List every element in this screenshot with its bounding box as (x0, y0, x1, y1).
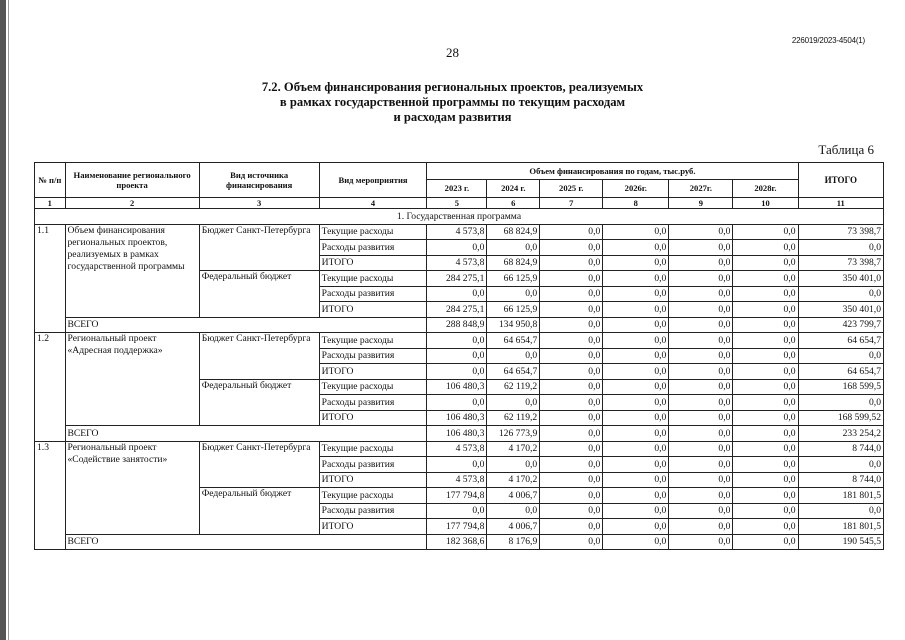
funding-source: Бюджет Санкт-Петербурга (199, 224, 319, 271)
year-value: 0,0 (669, 286, 733, 302)
header-num: № п/п (35, 163, 66, 198)
year-value: 0,0 (733, 333, 798, 349)
table-row (35, 441, 884, 457)
year-value: 0,0 (603, 472, 669, 488)
section-row (35, 209, 884, 225)
year-value: 0,0 (733, 271, 798, 287)
column-number: 7 (540, 198, 603, 209)
row-total: 168 599,5 (798, 379, 883, 395)
year-value: 0,0 (427, 348, 487, 364)
total-value: 0,0 (603, 317, 669, 333)
year-value: 0,0 (669, 395, 733, 411)
year-value: 0,0 (669, 348, 733, 364)
year-value: 177 794,8 (427, 488, 487, 504)
grand-total: 233 254,2 (798, 426, 883, 442)
funding-source: Бюджет Санкт-Петербурга (199, 333, 319, 380)
total-row (35, 317, 884, 333)
header-activity: Вид мероприятия (319, 163, 427, 198)
row-total: 350 401,0 (798, 302, 883, 318)
activity-type: Текущие расходы (319, 379, 427, 395)
column-number: 1 (35, 198, 66, 209)
year-value: 0,0 (669, 472, 733, 488)
project-number: 1.3 (35, 441, 66, 550)
section-title: 1. Государственная программа (35, 209, 884, 225)
total-label: ВСЕГО (65, 534, 427, 550)
year-value: 0,0 (669, 255, 733, 271)
year-value: 0,0 (540, 333, 603, 349)
heading-line-3: и расходам развития (393, 110, 512, 124)
header-total: ИТОГО (798, 163, 883, 198)
year-value: 62 119,2 (487, 410, 540, 426)
year-value: 0,0 (427, 286, 487, 302)
row-total: 8 744,0 (798, 472, 883, 488)
year-value: 0,0 (669, 519, 733, 535)
row-total: 350 401,0 (798, 271, 883, 287)
row-total: 0,0 (798, 240, 883, 256)
column-number-row (35, 198, 884, 209)
activity-type: Расходы развития (319, 503, 427, 519)
activity-type: ИТОГО (319, 519, 427, 535)
column-number: 5 (427, 198, 487, 209)
row-total: 168 599,52 (798, 410, 883, 426)
year-value: 0,0 (669, 410, 733, 426)
activity-type: Расходы развития (319, 395, 427, 411)
year-value: 177 794,8 (427, 519, 487, 535)
row-total: 0,0 (798, 348, 883, 364)
activity-type: Расходы развития (319, 286, 427, 302)
project-number: 1.2 (35, 333, 66, 442)
year-value: 0,0 (669, 224, 733, 240)
year-value: 4 170,2 (487, 441, 540, 457)
year-value: 0,0 (487, 240, 540, 256)
project-name: Региональный проект «Адресная поддержка» (65, 333, 199, 426)
year-value: 0,0 (603, 441, 669, 457)
column-number: 4 (319, 198, 427, 209)
year-value: 0,0 (487, 286, 540, 302)
row-total: 0,0 (798, 395, 883, 411)
year-value: 0,0 (540, 395, 603, 411)
total-value: 182 368,6 (427, 534, 487, 550)
year-value: 0,0 (733, 348, 798, 364)
total-value: 126 773,9 (487, 426, 540, 442)
year-value: 0,0 (603, 457, 669, 473)
year-value: 0,0 (540, 379, 603, 395)
year-value: 0,0 (540, 472, 603, 488)
year-value: 0,0 (733, 457, 798, 473)
total-label: ВСЕГО (65, 317, 427, 333)
row-total: 0,0 (798, 457, 883, 473)
year-value: 66 125,9 (487, 271, 540, 287)
year-value: 0,0 (603, 224, 669, 240)
heading-line-2: в рамках государственной программы по текущим расходам (279, 95, 626, 109)
activity-type: Текущие расходы (319, 224, 427, 240)
year-value: 0,0 (540, 255, 603, 271)
year-value: 0,0 (540, 286, 603, 302)
activity-type: ИТОГО (319, 472, 427, 488)
grand-total: 190 545,5 (798, 534, 883, 550)
year-value: 0,0 (603, 410, 669, 426)
year-value: 0,0 (540, 488, 603, 504)
year-value: 0,0 (733, 379, 798, 395)
year-value: 0,0 (487, 395, 540, 411)
year-value: 0,0 (733, 472, 798, 488)
total-value: 0,0 (540, 426, 603, 442)
total-value: 0,0 (540, 317, 603, 333)
year-value: 4 573,8 (427, 224, 487, 240)
column-number: 10 (733, 198, 798, 209)
header-year: 2027г. (669, 179, 733, 197)
financing-table (34, 162, 884, 550)
total-value: 288 848,9 (427, 317, 487, 333)
year-value: 0,0 (603, 488, 669, 504)
column-number: 9 (669, 198, 733, 209)
year-value: 0,0 (540, 503, 603, 519)
header-year: 2023 г. (427, 179, 487, 197)
year-value: 62 119,2 (487, 379, 540, 395)
year-value: 106 480,3 (427, 410, 487, 426)
total-value: 134 950,8 (487, 317, 540, 333)
row-total: 73 398,7 (798, 224, 883, 240)
year-value: 0,0 (603, 503, 669, 519)
year-value: 0,0 (427, 457, 487, 473)
year-value: 68 824,9 (487, 224, 540, 240)
header-row-1 (35, 163, 884, 180)
year-value: 64 654,7 (487, 333, 540, 349)
total-value: 106 480,3 (427, 426, 487, 442)
table-row (35, 333, 884, 349)
year-value: 4 573,8 (427, 472, 487, 488)
row-total: 181 801,5 (798, 488, 883, 504)
year-value: 0,0 (733, 255, 798, 271)
project-number: 1.1 (35, 224, 66, 333)
year-value: 0,0 (733, 441, 798, 457)
year-value: 0,0 (540, 410, 603, 426)
funding-source: Бюджет Санкт-Петербурга (199, 441, 319, 488)
page-number: 28 (446, 45, 459, 60)
activity-type: Расходы развития (319, 457, 427, 473)
section-heading (0, 80, 905, 125)
column-number: 2 (65, 198, 199, 209)
year-value: 4 573,8 (427, 441, 487, 457)
year-value: 0,0 (603, 302, 669, 318)
year-value: 0,0 (427, 240, 487, 256)
year-value: 0,0 (540, 364, 603, 380)
year-value: 0,0 (669, 457, 733, 473)
total-value: 0,0 (669, 317, 733, 333)
year-value: 0,0 (669, 379, 733, 395)
year-value: 284 275,1 (427, 271, 487, 287)
year-value: 0,0 (427, 503, 487, 519)
row-total: 64 654,7 (798, 333, 883, 349)
funding-source: Федеральный бюджет (199, 379, 319, 426)
row-total: 181 801,5 (798, 519, 883, 535)
year-value: 4 573,8 (427, 255, 487, 271)
year-value: 0,0 (603, 395, 669, 411)
document-number: 226019/2023-4504(1) (791, 36, 865, 45)
year-value: 4 170,2 (487, 472, 540, 488)
year-value: 0,0 (733, 364, 798, 380)
year-value: 0,0 (603, 519, 669, 535)
activity-type: ИТОГО (319, 302, 427, 318)
year-value: 0,0 (540, 302, 603, 318)
year-value: 0,0 (669, 488, 733, 504)
project-name: Региональный проект «Содействие занятости» (65, 441, 199, 534)
activity-type: Расходы развития (319, 348, 427, 364)
year-value: 0,0 (733, 395, 798, 411)
year-value: 0,0 (733, 503, 798, 519)
year-value: 4 006,7 (487, 519, 540, 535)
column-number: 8 (603, 198, 669, 209)
total-value: 0,0 (603, 426, 669, 442)
header-year: 2026г. (603, 179, 669, 197)
activity-type: ИТОГО (319, 364, 427, 380)
year-value: 0,0 (540, 240, 603, 256)
header-year: 2024 г. (487, 179, 540, 197)
year-value: 0,0 (669, 364, 733, 380)
row-total: 8 744,0 (798, 441, 883, 457)
heading-line-1: 7.2. Объем финансирования региональных проектов, реализуемых (261, 80, 644, 94)
year-value: 0,0 (669, 271, 733, 287)
year-value: 0,0 (540, 348, 603, 364)
year-value: 0,0 (603, 271, 669, 287)
column-number: 6 (487, 198, 540, 209)
grand-total: 423 799,7 (798, 317, 883, 333)
year-value: 0,0 (733, 224, 798, 240)
year-value: 106 480,3 (427, 379, 487, 395)
year-value: 0,0 (669, 333, 733, 349)
column-number: 11 (798, 198, 883, 209)
activity-type: Текущие расходы (319, 333, 427, 349)
table-row (35, 224, 884, 240)
year-value: 284 275,1 (427, 302, 487, 318)
year-value: 0,0 (540, 441, 603, 457)
table-body (35, 209, 884, 550)
header-year: 2028г. (733, 179, 798, 197)
year-value: 4 006,7 (487, 488, 540, 504)
year-value: 0,0 (540, 224, 603, 240)
year-value: 0,0 (540, 271, 603, 287)
activity-type: ИТОГО (319, 410, 427, 426)
header-year: 2025 г. (540, 179, 603, 197)
total-value: 0,0 (733, 534, 798, 550)
year-value: 0,0 (603, 348, 669, 364)
activity-type: ИТОГО (319, 255, 427, 271)
total-value: 0,0 (669, 534, 733, 550)
funding-source: Федеральный бюджет (199, 271, 319, 318)
activity-type: Расходы развития (319, 240, 427, 256)
total-value: 0,0 (733, 317, 798, 333)
year-value: 0,0 (669, 240, 733, 256)
year-value: 0,0 (427, 364, 487, 380)
total-value: 0,0 (733, 426, 798, 442)
project-name: Объем финансирования региональных проектов, реализуемых в рамках государственной программы (65, 224, 199, 317)
row-total: 64 654,7 (798, 364, 883, 380)
row-total: 0,0 (798, 286, 883, 302)
year-value: 0,0 (540, 457, 603, 473)
row-total: 0,0 (798, 503, 883, 519)
total-value: 8 176,9 (487, 534, 540, 550)
row-total: 73 398,7 (798, 255, 883, 271)
activity-type: Текущие расходы (319, 488, 427, 504)
activity-type: Текущие расходы (319, 271, 427, 287)
year-value: 0,0 (427, 333, 487, 349)
year-value: 0,0 (733, 488, 798, 504)
table-label: Таблица 6 (818, 142, 874, 157)
year-value: 0,0 (603, 379, 669, 395)
year-value: 64 654,7 (487, 364, 540, 380)
year-value: 0,0 (487, 457, 540, 473)
total-label: ВСЕГО (65, 426, 427, 442)
total-value: 0,0 (669, 426, 733, 442)
total-row (35, 426, 884, 442)
year-value: 68 824,9 (487, 255, 540, 271)
year-value: 0,0 (427, 395, 487, 411)
header-volume: Объем финансирования по годам, тыс.руб. (427, 163, 798, 180)
header-name: Наименование регионального проекта (65, 163, 199, 198)
year-value: 0,0 (603, 286, 669, 302)
year-value: 0,0 (603, 255, 669, 271)
header-source: Вид источника финансирования (199, 163, 319, 198)
year-value: 0,0 (603, 240, 669, 256)
year-value: 0,0 (487, 503, 540, 519)
year-value: 0,0 (733, 286, 798, 302)
activity-type: Текущие расходы (319, 441, 427, 457)
column-number: 3 (199, 198, 319, 209)
year-value: 0,0 (669, 441, 733, 457)
year-value: 0,0 (540, 519, 603, 535)
year-value: 0,0 (669, 503, 733, 519)
year-value: 0,0 (733, 302, 798, 318)
year-value: 0,0 (603, 364, 669, 380)
total-row (35, 534, 884, 550)
year-value: 0,0 (487, 348, 540, 364)
year-value: 0,0 (603, 333, 669, 349)
year-value: 0,0 (733, 519, 798, 535)
year-value: 0,0 (733, 410, 798, 426)
total-value: 0,0 (540, 534, 603, 550)
year-value: 0,0 (733, 240, 798, 256)
funding-source: Федеральный бюджет (199, 488, 319, 535)
year-value: 0,0 (669, 302, 733, 318)
total-value: 0,0 (603, 534, 669, 550)
year-value: 66 125,9 (487, 302, 540, 318)
